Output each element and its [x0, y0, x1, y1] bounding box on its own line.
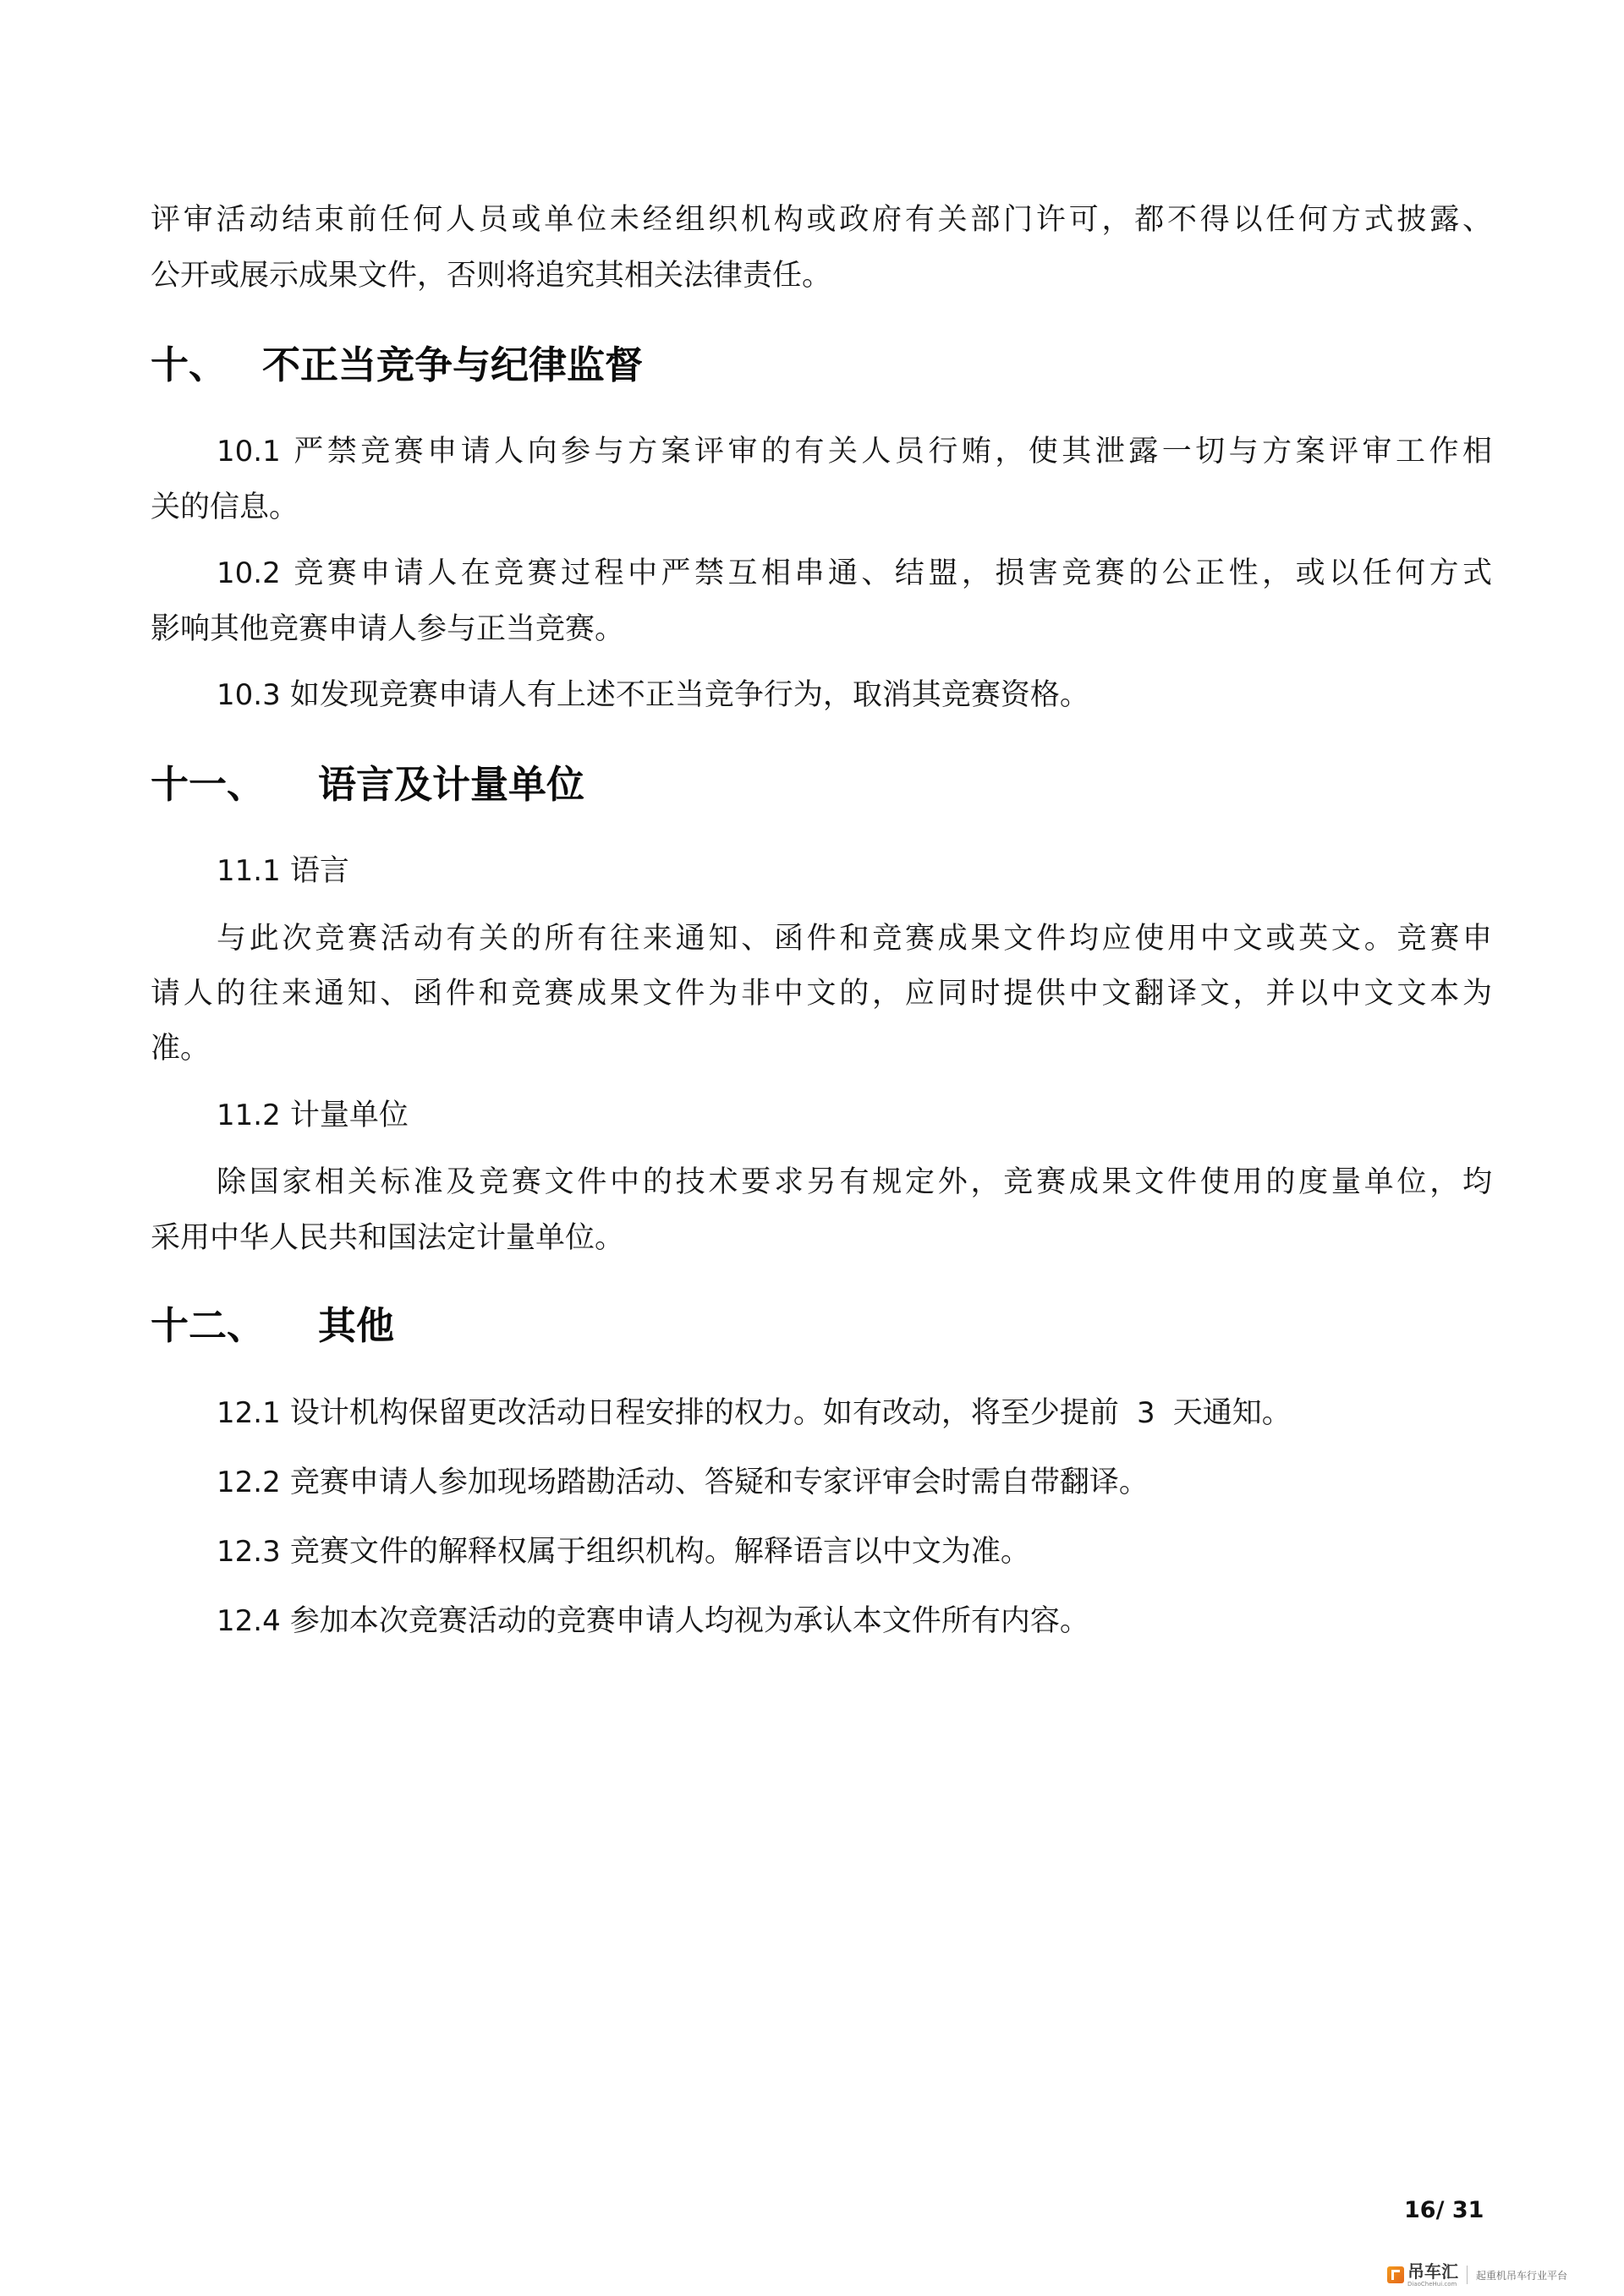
clause-12-2 [217, 1466, 1149, 1499]
clause-12-4 [217, 1604, 1089, 1638]
clause-12-3 [217, 1535, 1030, 1569]
clause-text: 竞赛文件的解释权属于组织机构。解释语言以中文为准。 [289, 1535, 1030, 1569]
page-number: 16/ 31 [1404, 2197, 1484, 2223]
watermark-brand-name: 吊车汇 [1407, 2260, 1458, 2282]
clause-number: 12.1 [217, 1396, 281, 1430]
clause-number: 10.2 [217, 556, 281, 590]
clause-text: 严禁竞赛申请人向参与方案评审的有关人员行贿，使其泄露一切与方案评审工作相 [294, 435, 1492, 469]
paragraph-line: 影响其他竞赛申请人参与正当竞赛。 [151, 612, 625, 646]
clause-text: 竞赛申请人参加现场踏勘活动、答疑和专家评审会时需自带翻译。 [289, 1466, 1149, 1499]
clause-11-1 [217, 854, 349, 888]
clause-number: 10.3 [217, 678, 281, 712]
clause-text: 竞赛申请人在竞赛过程中严禁互相串通、结盟，损害竞赛的公正性，或以任何方式 [294, 556, 1492, 590]
watermark-brand [1407, 2260, 1458, 2288]
clause-number: 11.2 [217, 1099, 281, 1132]
section-number: 十、 [151, 342, 228, 387]
clause-10-3 [217, 678, 1089, 712]
watermark-logo [1387, 2260, 1458, 2288]
paragraph-line: 关的信息。 [151, 490, 299, 524]
clause-title: 计量单位 [289, 1099, 409, 1132]
paragraph-line: 请人的往来通知、函件和竞赛成果文件为非中文的，应同时提供中文翻译文，并以中文文本为 [151, 977, 1492, 1011]
section-number: 十二、 [151, 1303, 266, 1348]
clause-number: 12.4 [217, 1604, 281, 1638]
clause-10-2 [217, 556, 1492, 590]
section-heading-10 [151, 344, 743, 386]
paragraph-line: 公开或展示成果文件，否则将追究其相关法律责任。 [151, 259, 832, 293]
paragraph-line: 与此次竞赛活动有关的所有往来通知、函件和竞赛成果文件均应使用中文或英文。竞赛申 [217, 922, 1492, 956]
clause-days: 3 [1137, 1396, 1155, 1430]
clause-12-1 [217, 1396, 1292, 1430]
crane-logo-icon [1387, 2266, 1404, 2283]
clause-number: 10.1 [217, 435, 281, 469]
section-title: 其他 [318, 1303, 395, 1348]
clause-10-1 [217, 435, 1492, 469]
clause-11-2 [217, 1099, 409, 1132]
watermark [1387, 2260, 1567, 2290]
clause-text: 参加本次竞赛活动的竞赛申请人均视为承认本文件所有内容。 [289, 1604, 1089, 1638]
clause-text-tail: 天通知。 [1172, 1396, 1292, 1430]
section-title: 不正当竞争与纪律监督 [262, 342, 644, 387]
clause-number: 12.2 [217, 1466, 281, 1499]
section-number: 十一、 [151, 762, 266, 807]
watermark-slogan: 起重机吊车行业平台 [1476, 2269, 1568, 2282]
section-title: 语言及计量单位 [318, 762, 585, 807]
paragraph-line: 采用中华人民共和国法定计量单位。 [151, 1221, 625, 1255]
paragraph-line: 除国家相关标准及竞赛文件中的技术要求另有规定外，竞赛成果文件使用的度量单位，均 [217, 1165, 1492, 1199]
clause-text: 如发现竞赛申请人有上述不正当竞争行为，取消其竞赛资格。 [289, 678, 1089, 712]
paragraph-line: 评审活动结束前任何人员或单位未经组织机构或政府有关部门许可，都不得以任何方式披露、 [151, 203, 1492, 237]
clause-number: 11.1 [217, 854, 281, 888]
watermark-divider [1467, 2266, 1468, 2284]
clause-number: 12.3 [217, 1535, 281, 1569]
clause-title: 语言 [289, 854, 349, 888]
section-heading-11 [151, 764, 743, 806]
clause-text: 设计机构保留更改活动日程安排的权力。如有改动，将至少提前 [289, 1396, 1119, 1430]
paragraph-line: 准。 [151, 1032, 211, 1066]
watermark-domain: DiaoCheHui.com [1407, 2280, 1457, 2288]
section-heading-12 [151, 1305, 743, 1347]
